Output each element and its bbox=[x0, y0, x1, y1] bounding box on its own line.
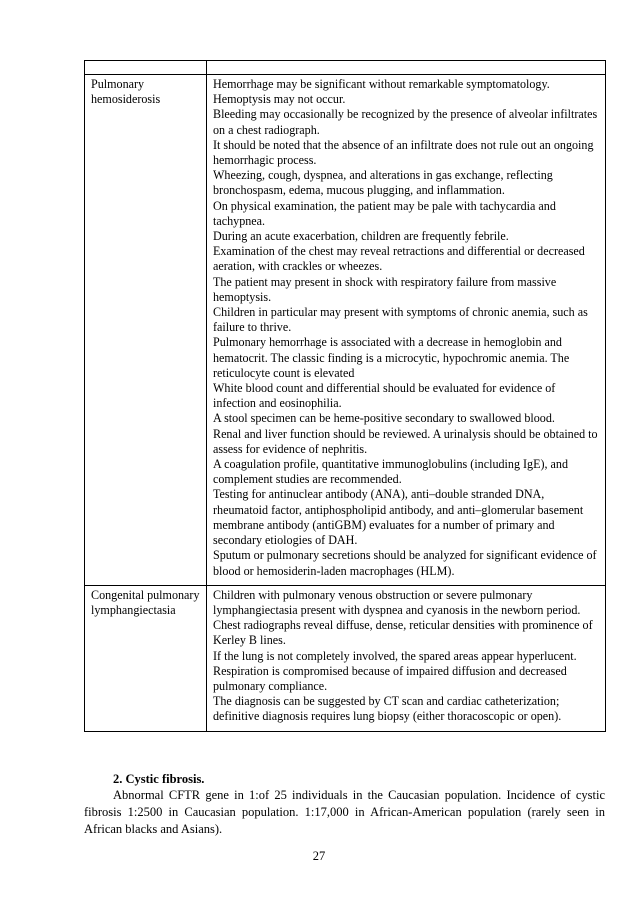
description-line: Renal and liver function should be reviewed. A urinalysis should be obtained to assess for evidence of nephritis. bbox=[213, 426, 598, 456]
description-line: Chest radiographs reveal diffuse, dense, reticular densities with prominence of Kerley B lines. bbox=[213, 618, 593, 648]
condition-description bbox=[207, 75, 606, 586]
description-line: Pulmonary hemorrhage is associated with a decrease in hemoglobin and hematocrit. The classic finding is a microcytic, hypochromic anemia. The reticulocyte count is elevated bbox=[213, 335, 570, 380]
description-line: Sputum or pulmonary secretions should be analyzed for significant evidence of blood or hemosiderin-laden macrophages (HLM). bbox=[213, 548, 597, 578]
description-line: Testing for antinuclear antibody (ANA), anti–double stranded DNA, rheumatoid factor, antiphospholipid antibody, and anti–glomerular basement membrane antibody (antiGBM) evaluates for a number of primary and secondary etiologies of DAH. bbox=[213, 487, 584, 548]
description-line: The patient may present in shock with respiratory failure from massive hemoptysis. bbox=[213, 274, 557, 304]
description-line: Hemorrhage may be significant without remarkable symptomatology. bbox=[213, 77, 550, 91]
table-row bbox=[85, 585, 606, 731]
description-line: Children with pulmonary venous obstruction or severe pulmonary lymphangiectasia present with dyspnea and cyanosis in the newborn period. bbox=[213, 587, 581, 617]
page-number: 27 bbox=[312, 849, 326, 863]
description-line: If the lung is not completely involved, the spared areas appear hyperlucent. bbox=[213, 648, 577, 663]
description-line: Respiration is compromised because of impaired diffusion and decreased pulmonary compliance. bbox=[213, 663, 567, 693]
description-line: Hemoptysis may not occur. bbox=[213, 92, 346, 107]
description-line: Bleeding may occasionally be recognized by the presence of alveolar infiltrates on a chest radiograph. bbox=[213, 107, 598, 137]
description-line: A coagulation profile, quantitative immunoglobulins (including IgE), and complement studies are recommended. bbox=[213, 457, 569, 487]
table-cell-empty bbox=[207, 61, 606, 75]
description-line: A stool specimen can be heme-positive secondary to swallowed blood. bbox=[213, 411, 555, 426]
description-line: White blood count and differential should be evaluated for evidence of infection and eosinophilia. bbox=[213, 381, 556, 411]
description-line: Wheezing, cough, dyspnea, and alterations in gas exchange, reflecting bronchospasm, edema, mucous plugging, and inflammation. bbox=[213, 168, 553, 198]
condition-name: Pulmonary hemosiderosis bbox=[85, 75, 207, 586]
table-cell-empty bbox=[85, 61, 207, 75]
table-row bbox=[85, 75, 606, 586]
table-header-row bbox=[85, 61, 606, 75]
symptoms-table bbox=[84, 60, 606, 732]
description-line: Examination of the chest may reveal retractions and differential or decreased aeration, with crackles or wheezes. bbox=[213, 244, 585, 274]
description-line: Children in particular may present with symptoms of chronic anemia, such as failure to thrive. bbox=[213, 305, 588, 335]
section-heading: 2. Cystic fibrosis. bbox=[113, 772, 205, 786]
condition-description bbox=[207, 585, 606, 731]
paragraph-text: Abnormal CFTR gene in 1:of 25 individuals in the Caucasian population. Incidence of cystic fibrosis 1:2500 in Caucasian population. 1:17,000 in African-American population (rarely seen in African blacks and Asians). bbox=[84, 788, 605, 836]
section-paragraph bbox=[84, 787, 605, 837]
description-line: During an acute exacerbation, children are frequently febrile. bbox=[213, 229, 509, 244]
description-line: On physical examination, the patient may be pale with tachycardia and tachypnea. bbox=[213, 198, 556, 228]
description-line: The diagnosis can be suggested by CT scan and cardiac catheterization; definitive diagnosis requires lung biopsy (either thoracoscopic or open). bbox=[213, 694, 562, 724]
condition-name: Congenital pulmonary lymphangiectasia bbox=[85, 585, 207, 731]
description-line: It should be noted that the absence of an infiltrate does not rule out an ongoing hemorrhagic process. bbox=[213, 137, 594, 168]
